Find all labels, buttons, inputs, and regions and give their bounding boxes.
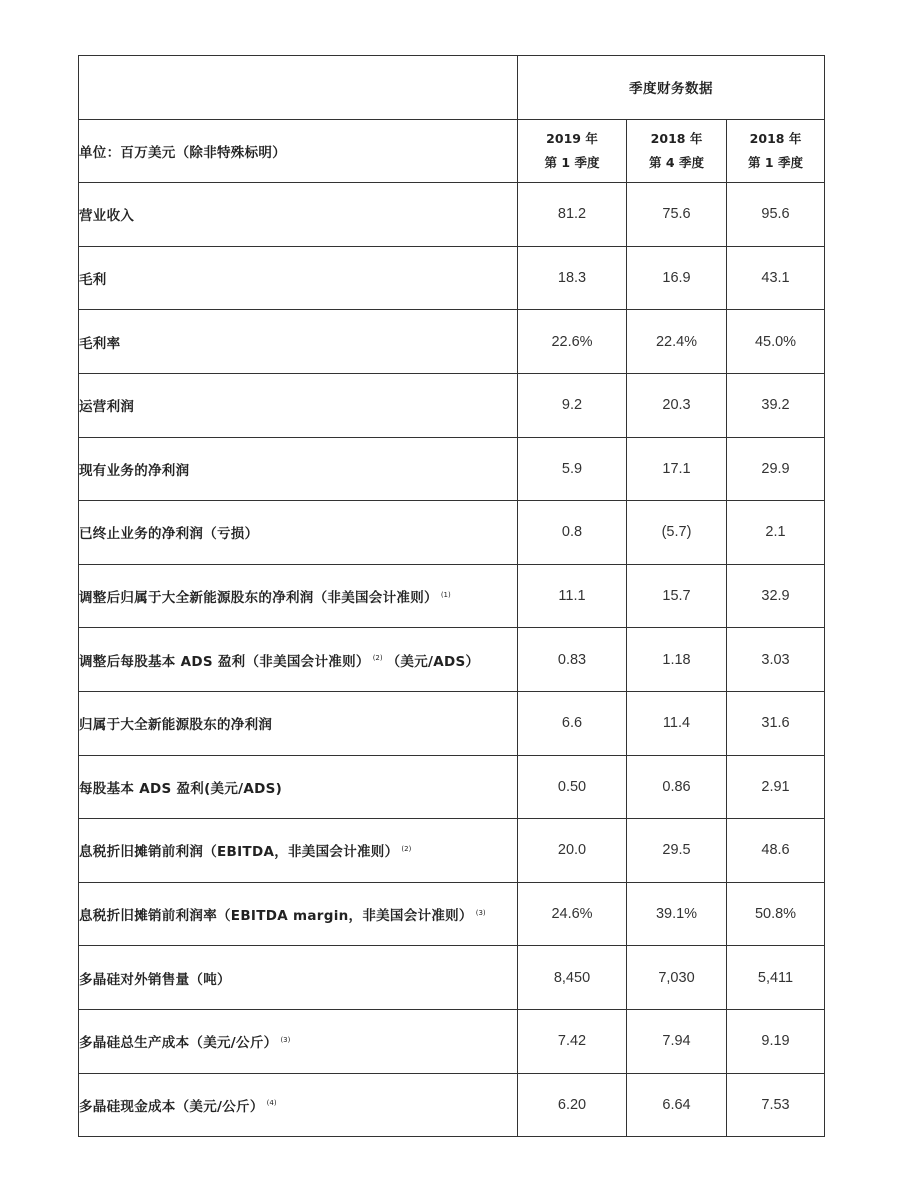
row-label-text: 息税折旧摊销前利润（EBITDA，非美国会计准则）: [79, 844, 399, 861]
footnote-marker: (3): [475, 908, 486, 917]
value-cell: 95.6: [727, 183, 825, 247]
period-year: 2018 年: [749, 130, 802, 146]
quarterly-financial-table: [78, 55, 825, 1137]
table-row: [79, 628, 825, 692]
period-year: 2018 年: [650, 130, 703, 146]
value-cell: 22.4%: [627, 310, 727, 374]
row-label-text: 调整后每股基本 ADS 盈利（非美国会计准则）: [79, 653, 370, 670]
period-year: 2019 年: [546, 130, 598, 146]
value-cell: 5.9: [518, 437, 627, 501]
value-cell: 0.86: [627, 755, 727, 819]
value-cell: 22.6%: [518, 310, 627, 374]
value-cell: 6.6: [518, 691, 627, 755]
row-label: [79, 628, 518, 692]
value-cell: 6.64: [627, 1073, 727, 1137]
row-label-text: 毛利: [79, 272, 107, 289]
title-row: [79, 56, 825, 120]
value-cell: 16.9: [627, 246, 727, 310]
row-label: [79, 437, 518, 501]
period-quarter: 第 4 季度: [649, 154, 704, 170]
value-cell: 32.9: [727, 564, 825, 628]
row-label-text: 调整后归属于大全新能源股东的净利润（非美国会计准则）: [79, 590, 438, 607]
value-cell: (5.7): [627, 501, 727, 565]
table-row: [79, 882, 825, 946]
table-row: [79, 946, 825, 1010]
value-cell: 18.3: [518, 246, 627, 310]
period-quarter: 第 1 季度: [544, 154, 600, 170]
value-cell: 39.2: [727, 373, 825, 437]
row-label-text: 已终止业务的净利润（亏损）: [79, 526, 259, 543]
value-cell: 6.20: [518, 1073, 627, 1137]
value-cell: 9.2: [518, 373, 627, 437]
row-label: [79, 373, 518, 437]
row-label: [79, 564, 518, 628]
row-label-text: 每股基本 ADS 盈利(美元/ADS): [79, 780, 283, 797]
footnote-marker: (3): [280, 1035, 291, 1044]
footnote-marker: (1): [440, 590, 451, 599]
table-row: [79, 1009, 825, 1073]
row-label-suffix: （美元/ADS）: [386, 653, 480, 670]
value-cell: 17.1: [627, 437, 727, 501]
table-row: [79, 564, 825, 628]
row-label-text: 多晶硅现金成本（美元/公斤）: [79, 1098, 264, 1115]
value-cell: 7.94: [627, 1009, 727, 1073]
period-header-row: [79, 119, 825, 183]
value-cell: 50.8%: [727, 882, 825, 946]
row-label: [79, 246, 518, 310]
value-cell: 2.91: [727, 755, 825, 819]
row-label-text: 运营利润: [79, 399, 135, 416]
value-cell: 39.1%: [627, 882, 727, 946]
value-cell: 45.0%: [727, 310, 825, 374]
value-cell: 8,450: [518, 946, 627, 1010]
value-cell: 81.2: [518, 183, 627, 247]
table-row: [79, 755, 825, 819]
period-header-2: [727, 119, 825, 183]
value-cell: 7.42: [518, 1009, 627, 1073]
table-row: [79, 1073, 825, 1137]
row-label: [79, 946, 518, 1010]
row-label: [79, 183, 518, 247]
row-label: [79, 501, 518, 565]
value-cell: 75.6: [627, 183, 727, 247]
section-title: 季度财务数据: [518, 56, 825, 120]
value-cell: 11.4: [627, 691, 727, 755]
value-cell: 11.1: [518, 564, 627, 628]
value-cell: 43.1: [727, 246, 825, 310]
table-row: [79, 183, 825, 247]
value-cell: 9.19: [727, 1009, 825, 1073]
row-label: [79, 1073, 518, 1137]
row-label-text: 多晶硅对外销售量（吨）: [79, 971, 231, 988]
value-cell: 5,411: [727, 946, 825, 1010]
table-row: [79, 437, 825, 501]
row-label-text: 多晶硅总生产成本（美元/公斤）: [79, 1035, 278, 1052]
value-cell: 24.6%: [518, 882, 627, 946]
row-label-text: 毛利率: [79, 335, 121, 352]
table-row: [79, 373, 825, 437]
table-row: [79, 691, 825, 755]
value-cell: 31.6: [727, 691, 825, 755]
period-quarter: 第 1 季度: [748, 154, 803, 170]
value-cell: 48.6: [727, 819, 825, 883]
period-header-0: [518, 119, 627, 183]
value-cell: 0.83: [518, 628, 627, 692]
row-label: [79, 691, 518, 755]
unit-label: 单位：百万美元（除非特殊标明）: [79, 119, 518, 183]
table-row: [79, 310, 825, 374]
value-cell: 29.5: [627, 819, 727, 883]
row-label: [79, 1009, 518, 1073]
value-cell: 1.18: [627, 628, 727, 692]
footnote-marker: (4): [266, 1099, 277, 1108]
value-cell: 29.9: [727, 437, 825, 501]
row-label: [79, 755, 518, 819]
value-cell: 20.3: [627, 373, 727, 437]
value-cell: 2.1: [727, 501, 825, 565]
value-cell: 0.50: [518, 755, 627, 819]
row-label-text: 归属于大全新能源股东的净利润: [79, 717, 273, 734]
footnote-marker: (2): [401, 844, 412, 853]
value-cell: 15.7: [627, 564, 727, 628]
table-row: [79, 819, 825, 883]
row-label-text: 现有业务的净利润: [79, 462, 190, 479]
blank-corner-cell: [79, 56, 518, 120]
value-cell: 7,030: [627, 946, 727, 1010]
table-row: [79, 501, 825, 565]
row-label-text: 息税折旧摊销前利润率（EBITDA margin，非美国会计准则）: [79, 908, 473, 925]
period-header-1: [627, 119, 727, 183]
value-cell: 7.53: [727, 1073, 825, 1137]
value-cell: 20.0: [518, 819, 627, 883]
data-rows: [79, 183, 825, 1137]
row-label: [79, 310, 518, 374]
value-cell: 0.8: [518, 501, 627, 565]
value-cell: 3.03: [727, 628, 825, 692]
row-label: [79, 882, 518, 946]
footnote-marker: (2): [372, 654, 383, 663]
table-row: [79, 246, 825, 310]
row-label-text: 营业收入: [79, 208, 135, 225]
row-label: [79, 819, 518, 883]
